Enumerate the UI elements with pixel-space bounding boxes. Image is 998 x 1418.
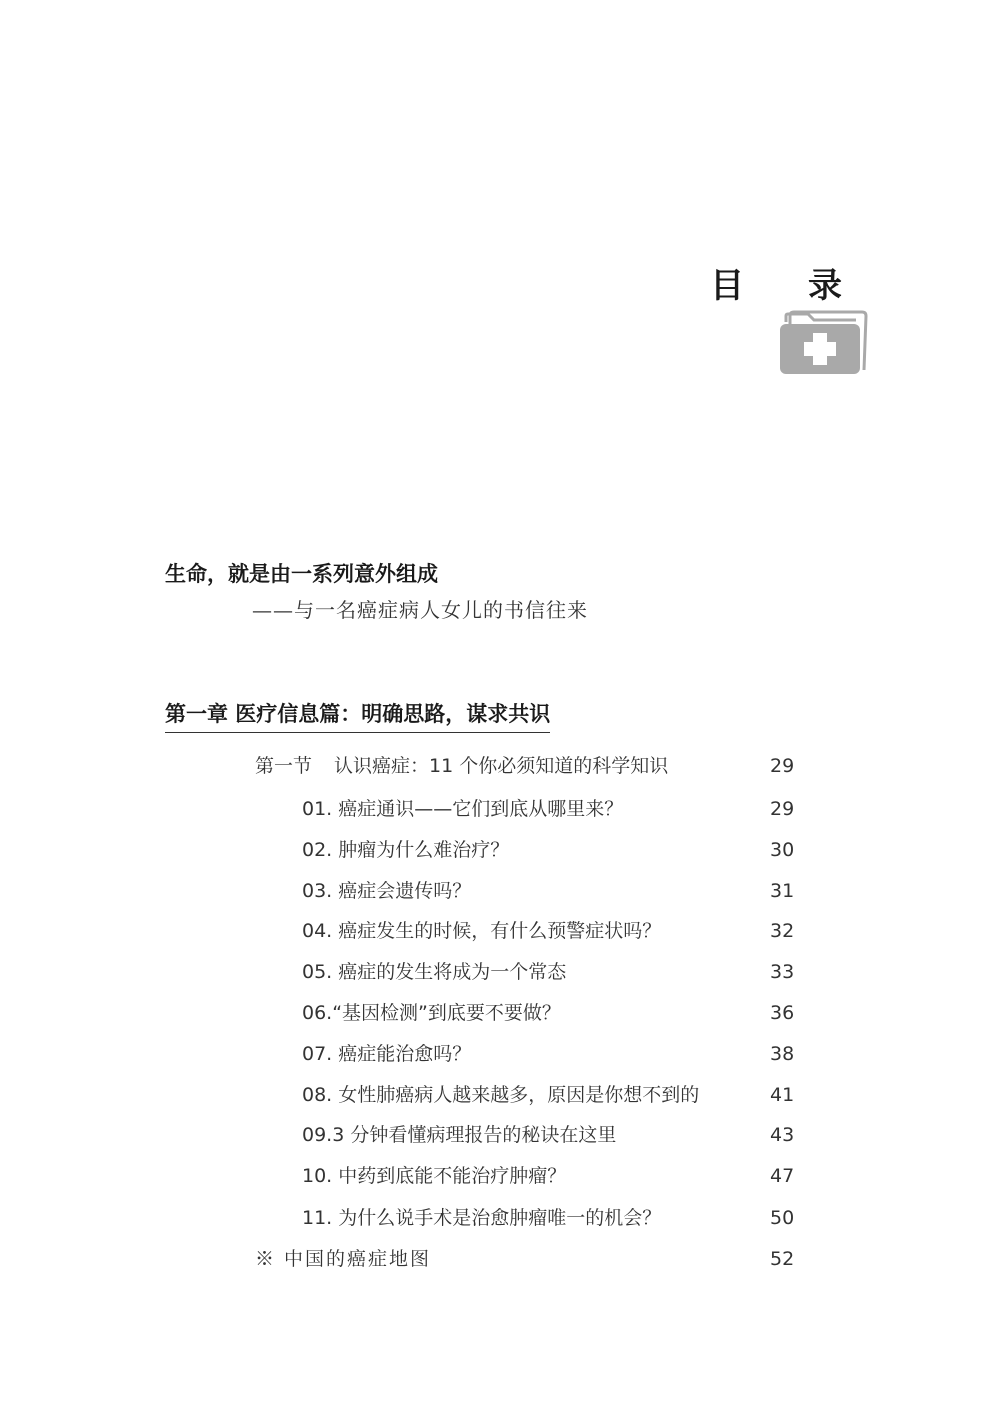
toc-item-page: 47 — [770, 1165, 795, 1187]
toc-item-page: 36 — [770, 1002, 795, 1024]
toc-special-page: 52 — [770, 1248, 795, 1270]
section-page: 29 — [770, 755, 795, 777]
toc-item[interactable]: 03. 癌症会遗传吗？ — [302, 880, 472, 902]
toc-item-page: 50 — [770, 1207, 795, 1229]
toc-title: 目 录 — [710, 266, 868, 306]
toc-item[interactable]: 07. 癌症能治愈吗？ — [302, 1043, 472, 1065]
toc-item[interactable]: 02. 肿瘤为什么难治疗？ — [302, 839, 510, 861]
toc-item-page: 41 — [770, 1084, 795, 1106]
toc-item[interactable]: 08. 女性肺癌病人越来越多，原因是你想不到的 — [302, 1084, 700, 1106]
toc-item-page: 29 — [770, 798, 795, 820]
intro-subtitle: ——与一名癌症病人女儿的书信往来 — [252, 598, 588, 622]
intro-title: 生命，就是由一系列意外组成 — [165, 561, 438, 586]
toc-special-item[interactable]: ※ 中国的癌症地图 — [255, 1248, 432, 1270]
section-heading[interactable] — [255, 752, 668, 780]
toc-item-page: 32 — [770, 920, 795, 942]
toc-item[interactable]: 11. 为什么说手术是治愈肿瘤唯一的机会？ — [302, 1207, 662, 1229]
chapter-title: 第一章 医疗信息篇：明确思路，谋求共识 — [165, 698, 550, 733]
toc-item[interactable]: 10. 中药到底能不能治疗肿瘤？ — [302, 1165, 567, 1187]
toc-item[interactable]: 09.3 分钟看懂病理报告的秘诀在这里 — [302, 1124, 617, 1146]
toc-item-page: 30 — [770, 839, 795, 861]
toc-item-page: 38 — [770, 1043, 795, 1065]
toc-item-page: 43 — [770, 1124, 795, 1146]
toc-item-page: 31 — [770, 880, 795, 902]
toc-item[interactable]: 06.“基因检测”到底要不要做？ — [302, 1002, 561, 1024]
section-title: 认识癌症：11 个你必须知道的科学知识 — [334, 755, 669, 777]
section-number: 第一节 — [255, 755, 313, 777]
medical-folder-icon — [778, 306, 868, 378]
toc-item[interactable]: 04. 癌症发生的时候，有什么预警症状吗？ — [302, 920, 662, 942]
toc-item[interactable]: 05. 癌症的发生将成为一个常态 — [302, 961, 567, 983]
toc-item-page: 33 — [770, 961, 795, 983]
toc-item[interactable]: 01. 癌症通识——它们到底从哪里来？ — [302, 798, 624, 820]
